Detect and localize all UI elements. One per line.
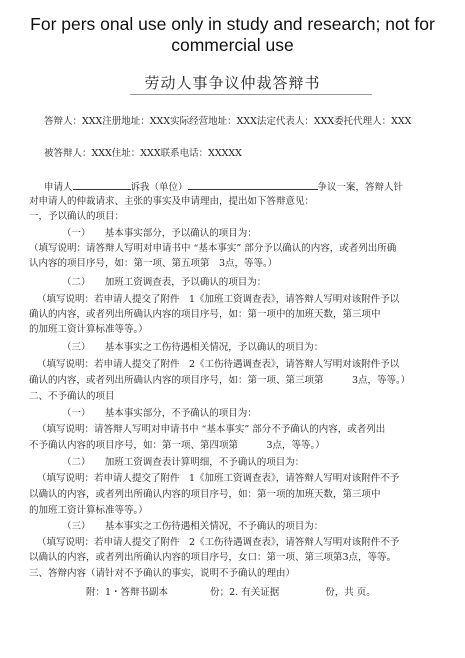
intro-applicant-label: 申请人 (44, 182, 73, 193)
body-line: （三） 基本事实之工伤待遇相关情况，不予确认的项目为： (62, 521, 324, 532)
body-line: （填写说明：若申请人提交了附件 2《工伤待遇调查表》，请答辩人写明对该附件不予 (37, 537, 400, 548)
body-line: 以确认的内容，或者列出所确认内容的项目序号，女口：第一项、第三项第3点，等等。 (29, 552, 397, 563)
body-line: （二） 加班工资调查表计算明细，不予确认的项目为： (62, 457, 305, 468)
body-line: （填写说明：请答辩人写明对申请书中 “基本事实” 部分予以确认的内容，或者列出所确 (29, 243, 397, 254)
body-line: （填写说明：若申请人提交了附件 1《加班工资调查表》，请答辩人写明对该附件不予 (37, 473, 400, 484)
watermark-line-2: commercial use (171, 35, 294, 55)
body-line: （一） 基本事实部分，不予确认的项目为： (62, 408, 257, 419)
attachment-footer (86, 587, 376, 599)
section-confirmed-heading: 一，予以确认的项目： (29, 211, 125, 222)
body-line: （一） 基本事实部分，予以确认的项目为： (62, 228, 257, 239)
intro-dispute-label: 争议一案，答辩人针 (317, 182, 404, 193)
intro-line-1 (44, 180, 403, 194)
body-line: 以确认的内容，或者列出所确认内容的项目序号，如：第一项的加班天数，第三项中 (29, 489, 381, 500)
body-line: （二） 加班工资调查表，予以确认的项目为： (62, 277, 267, 288)
respondent-info: 答辩人：XXX注册地址：XXX实际经营地址：XXX法定代表人：XXX委托代理人：XXX (44, 116, 412, 127)
body-line: （填写说明：请答辩人写明对申请书中 “基本事实” 部分不予确认的内容，或者列出 (37, 424, 386, 435)
dispute-blank (188, 180, 318, 190)
body-line: 二、不予确认的项目 (29, 391, 115, 402)
footer-evidence: 份；2. 有关证据 (210, 587, 280, 598)
title-underline (130, 94, 372, 95)
body-line: （填写说明：若申请人提交了附件 1《加班工资调查表》，请答辩人写明对该附件予以 (37, 294, 400, 305)
body-line: （三） 基本事实之工伤待遇相关情况，予以确认的项目为： (62, 342, 324, 353)
footer-total: 份，共 页。 (325, 587, 376, 598)
document-title: 劳动人事争议仲裁答辩书 (144, 74, 321, 92)
body-line: 确认的内容，或者列出所确认内容的项目序号，如：第一项、第三项第 3点，等等。） (29, 375, 411, 386)
body-line: 三、答辩内容（请针对不予确认的事实，说明不予确认的理由） (29, 568, 296, 579)
body-line: 的加班工资计算标准等等。） (29, 505, 148, 516)
footer-copy: 附：1・答辩书副本 (86, 587, 169, 598)
intro-sued-label: 诉我（单位） (130, 182, 188, 193)
watermark-notice (20, 14, 445, 56)
body-line: 确认的内容，或者列出所确认内容的项目序号，如：第一项中的加班天数，第三项中 (29, 309, 381, 320)
applicant-info: 被答辩人：XXX住址：XXX联系电话：XXXXX (44, 148, 242, 159)
body-line: 不予确认内容的项目序号，如：第一项、第四项第 3点，等等。） (29, 440, 325, 451)
body-line: （填写说明：若申请人提交了附件 2《工伤待遇调查表》，请答辩人写明对该附件予以 (37, 359, 400, 370)
watermark-line-1: For pers onal use only in study and research; not for (30, 14, 435, 34)
applicant-name-blank (73, 180, 131, 190)
intro-line-2: 对申请人的仲裁请求、主张的事实及申请理由，提出如下答辩意见： (29, 196, 315, 207)
body-line: 的加班工资计算标准等等。） (29, 324, 148, 335)
body-line: 认内容的项目序号，如：第一项、第五项第 3点，等等。） (29, 258, 278, 269)
